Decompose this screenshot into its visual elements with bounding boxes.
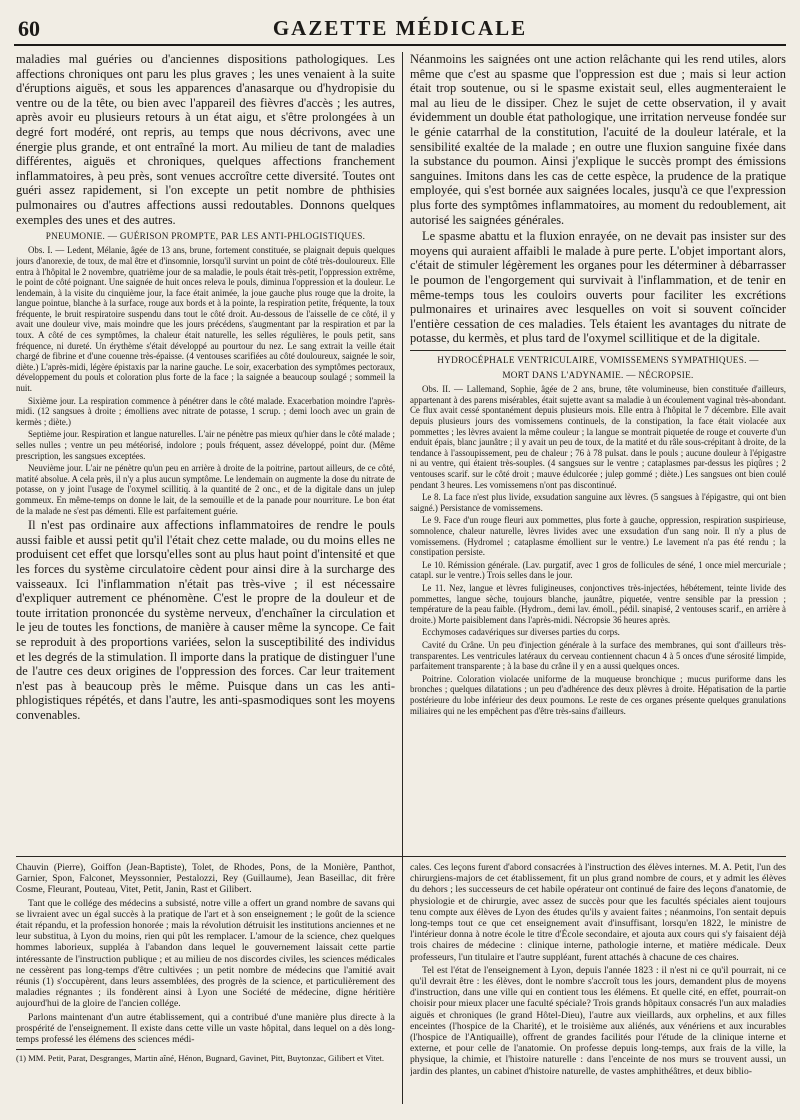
right-column bbox=[410, 52, 786, 854]
obs2-paragraph: Obs. II. — Lallemand, Sophie, âgée de 2 ans, brune, tête volumineuse, bien constituée d'ailleurs, appartenant à des parens misérables, était sujette avant sa maladie à un écoulement vaginal très-abondant. Ce flux avait cessé spontanément depuis plusieurs mois. Elle entra à l'hôpital le 7 décembre. Elle avait depuis plusieurs jours des vomissemens continuels, de la constipation, la face était violacée aux pommettes ; les lèvres avaient la même couleur ; la langue se montrait piquetée de rouge et couverte d'un enduit épais, blanc jaunâtre ; il y avait un peu de toux, de la matité et du râle sous-crépitant à droite, de la tendance à l'assoupissement, peu de chaleur ; 76 à 78 pulsat. dans le pouls ; aucune douleur à l'épigastre ni au ventre, qui étaient très-souples. (4 sangsues sur le ventre ; cataplasmes par-dessus les piqûres ; 2 ventouses scarif. sur le côté droit ; mauve édulcorée ; julep gommé ; diète.) Les sangsues ont bien coulé pendant 3 heures. Les vomissemens n'ont pas discontinué. bbox=[410, 384, 786, 490]
continuation-paragraph: Néanmoins les saignées ont une action relâchante qui les rend utiles, alors même que c'est au spasme que l'oppression est due ; mais si leur action était trop soutenue, ou si le spasme existait seul, elles augmenteraient le mal au lieu de le dissiper. Chez le sujet de cette observation, il y avait évidemment un double état pathologique, une irritation nerveuse fondée sur le génie catarrhal de la constitution, l'acuité de la douleur latérale, et la sensibilité exaltée de la malade ; en outre une fluxion sanguine fixée dans la substance du poumon. Ainsi j'explique le succès prompt des émissions sanguines. Imitons dans les cas de cette espèce, la prudence de la pratique employée, qui s'est bornée aux saignées locales, jusqu'à ce que l'expression plus forte des symptômes inflammatoires, au moment du redoublement, ait autorisé les saignées générales. bbox=[410, 52, 786, 227]
column-divider bbox=[402, 52, 403, 1104]
obs2-paragraph: Le 9. Face d'un rouge fleuri aux pommettes, plus forte à gauche, oppression, respiration suspirieuse, somnolence, chaleur naturelle, lèvres livides avec une exsudation d'un sang noir. Il n'y a plus de vomissemens. (Hydromel ; cataplasme émollient sur le ventre.) Le lavement n'a pas été rendu ; la constipation persiste. bbox=[410, 515, 786, 558]
obs2-paragraph: Ecchymoses cadavériques sur diverses parties du corps. bbox=[422, 627, 620, 638]
obs2-paragraph: Le 8. La face n'est plus livide, exsudation sanguine aux lèvres. (5 sangsues à l'épigastre, qui ont bien saigné.) Persistance de vomissemens. bbox=[410, 492, 786, 513]
page-number: 60 bbox=[18, 16, 40, 41]
section-title-pneumonie: PNEUMONIE. — GUÉRISON PROMPTE, PAR LES ANTI-PHLOGISTIQUES. bbox=[45, 231, 366, 242]
section-title-hydrocephale: HYDROCÉPHALE VENTRICULAIRE, VOMISSEMENS SYMPATHIQUES. — bbox=[437, 354, 759, 365]
section-subtitle-mort: MORT DANS L'ADYNAMIE. — NÉCROPSIE. bbox=[502, 370, 694, 381]
footnote: (1) MM. Petit, Parat, Desgranges, Martin aîné, Hénon, Bugnard, Gavinet, Pitt, Buytonzac, Gilibert et Vitet. bbox=[16, 1053, 385, 1064]
left-column bbox=[16, 52, 395, 854]
names-list: Chauvin (Pierre), Goiffon (Jean-Baptiste), Tolet, de Rhodes, Pons, de la Monière, Panthot, Garnier, Spon, Falconet, Meyssonnier, Pestalozzi, Rey (Guillaume), Jean Baseillac, dit frère Cosme, Fleurant, Pouteau, Vitet, Petit, Janin, Rast et Gilibert. bbox=[16, 862, 395, 896]
history-paragraph: cales. Ces leçons furent d'abord consacrées à l'instruction des élèves internes. M. A. Petit, l'un des chirurgiens-majors de cet établissement, fit un plus grand nombre de cours, et y admit les élèves du dehors ; les successeurs de cet habile opérateur ont continué de faire des leçons d'anatomie, de physiologie et de chirurgie, avec assez de succès pour que les facultés spéciales aient toujours tenu compte aux élèves de Lyon des études qu'ils y avaient faites ; néanmoins, l'on sentait depuis long-temps tout ce que cet enseignement avait d'insuffisant, lorsqu'en 1822, le ministre de l'intérieur donna à notre école le titre d'École secondaire, et ajouta aux cours qui s'y faisaient déjà trois chaires de médecine : clinique interne, pathologie interne, et matière médicale. Deux professeurs, l'un titulaire et l'autre suppléant, furent attachés à chacune de ces chaires. bbox=[410, 862, 786, 963]
footnote-rule bbox=[16, 1049, 136, 1050]
history-paragraph: Parlons maintenant d'un autre établissement, qui a contribué d'une manière plus directe à la prospérité de l'enseignement. Il existe dans cette ville un vaste hôpital, dans lequel on a dès long-temps professé les élémens des sciences médi- bbox=[16, 1011, 395, 1046]
obs1-paragraph: Obs. I. — Ledent, Mélanie, âgée de 13 ans, brune, fortement constituée, se plaignait depuis quelques jours d'anorexie, de toux, de mal être et d'insomnie, lorsqu'il survint un point de côté très-douloureux. Elle entra à l'hôpital le 2 novembre, quatrième jour de sa maladie, le pouls était très-petit, l'oppression extrême, le point de côté poignant. Une saignée de huit onces releva le pouls, diminua l'oppression et la douleur. Le lendemain, à la visite du cinquième jour, la face était animée, la joue gauche plus rouge que la droite, la langue pointue, blanche à la surface, rouge aux bords et à la pointe, la respiration petite, fréquente, la toux fréquente, le bruit respiratoire suspendu dans tout le côté droit. Au-dessous de l'aisselle de ce côté, il y avait une douleur vive, mais moindre que les jours précédens, s'augmentant par la respiration et par la toux. A côté de ces symptômes, la chaleur était naturelle, les selles régulières, le pouls petit, sans fréquence, ni dureté. Un érythème s'était développé au pourtour du nez. Le sang extrait la veille était chargé de fibrine et d'une couenne très-épaisse. (4 ventouses scarifiées au côté douloureux, saignée le soir, diète.) L'après-midi, légère épistaxis par la narine gauche. Le soir, exacerbation des symptômes pectoraux, développement du pouls et coloration plus forte de la face ; la saignée a beaucoup soulagé ; sommeil la nuit. bbox=[16, 245, 395, 394]
obs2-paragraph: Cavité du Crâne. Un peu d'injection générale à la surface des membranes, qui sont d'ailleurs très-transparentes. Les ventricules latéraux du cerveau contiennent chacun 4 à 5 onces d'une sérosité limpide, parfaitement transparente ; à la base du crâne il y en a aussi quelques onces. bbox=[410, 639, 786, 672]
obs1-paragraph: Septième jour. Respiration et langue naturelles. L'air ne pénètre pas mieux qu'hier dans le côté malade ; selles nulles ; ventre un peu météorisé, indolore ; pouls fréquent, assez développé, point dur. (Même prescription, les sangsues exceptées. bbox=[16, 429, 395, 461]
continuation-paragraph: Le spasme abattu et la fluxion enrayée, on ne devait pas insister sur des moyens qui auraient affaibli le malade à pure perte. L'objet important alors, c'était de stimuler légèrement les organes pour les déterminer à débarrasser le poumon de l'engorgement qui survivait à l'inflammation, et de tenir en même-temps tous les couloirs ouverts pour faciliter les excrétions pulmonaires et urinaires avec lesquelles on voit si souvent coïncider l'entière cessation de ces maladies. Tels étaient les avantages du nitrate de potasse, du kermès, et plus tard de l'oxymel scillitique et de la digitale. bbox=[410, 229, 786, 346]
obs1-paragraph: Sixième jour. La respiration commence à pénétrer dans le côté malade. Exacerbation moindre l'après-midi. (12 sangsues à droite ; émolliens avec nitrate de potasse, 1 scrup. ; demi looch avec un grain de kermès ; diète.) bbox=[16, 395, 395, 427]
history-paragraph: Tel est l'état de l'enseignement à Lyon, depuis l'année 1823 : il n'est ni ce qu'il pourrait, ni ce qu'il devrait être : les élèves, dont le nombre s'accroît tous les jours, demandent plus de moyens d'instruction, dans une ville qui en contient tous les élémens. Et quelle cité, en effet, pourrait-on choisir pour mieux placer une faculté spéciale? Trois grands hôpitaux consacrés l'un aux maladies aiguës et chroniques (le grand Hôtel-Dieu), l'autre aux vieillards, aux orphelins, et aux filles enceintes (l'hospice de la Charité), et le troisième aux aliénés, aux vénériens et aux incurables (l'hospice de l'Antiquaille), offrent de grandes facilités pour l'étude de la clinique interne et externe, et pour celle de l'anatomie. On professe depuis long-temps, aux frais de la ville, la physique, la chimie, et l'histoire naturelle : dans l'enceinte de nos murs se trouvent aussi, un jardin des plantes, un cabinet d'histoire naturelle, de vastes amphithéâtres, et deux biblio- bbox=[410, 964, 786, 1077]
obs1-paragraph: Neuvième jour. L'air ne pénètre qu'un peu en arrière à droite de la poitrine, partout ailleurs, de ce côté, matité absolue. A cela près, il n'y a plus aucun symptôme. Le lendemain on augmente la dose du nitrate de potasse, on y joint l'usage de l'oxymel scillitiq. à la quantité de 2 onc., et de la digitale dans un julep gommeux. En même-temps on donne le lait, de la semouille et de la panade pour nourriture. Le bon état de la malade ne s'est pas démenti. Elle est parfaitement guérie. bbox=[16, 463, 395, 516]
obs2-paragraph: Le 11. Nez, langue et lèvres fuligineuses, conjonctives très-injectées, hébétement, teinte livide des pommettes, langue sèche, toujours blanche, jaunâtre, piquetée, ventre sensible par la pression ; température de la peau faible. (Hydrom., demi lav. émoll., pédil. sinapisé, 2 ventouses scarif., en arrière à droite.) Morte paisiblement dans l'après-midi. Nécropsie 36 heures après. bbox=[410, 582, 786, 625]
section-rule bbox=[410, 350, 786, 351]
page-header bbox=[14, 14, 786, 46]
obs2-paragraph: Poitrine. Coloration violacée uniforme de la muqueuse bronchique ; mucus puriforme dans les bronches ; quelques dilatations ; un peu d'adhérence des deux plèvres à droite. Hépatisation de la partie postérieure du lobe inférieur des deux poumons. Le reste de ces organes présente quelques granulations miliaires qui ne les empêchent pas d'être très-sains d'ailleurs. bbox=[410, 673, 786, 716]
discussion-paragraph: Il n'est pas ordinaire aux affections inflammatoires de rendre le pouls aussi faible et aussi petit qu'il l'était chez cette malade, ou du moins elles ne produisent cet effet que lorsqu'elles sont au plus haut point d'intensité et que les forces du système circulatoire cèdent pour ainsi dire à la surcharge des vaisseaux. Ici l'inflammation n'était pas très-vive ; il est nécessaire d'expliquer autrement ce phénomène. C'est le propre de la douleur et de toute irritation prononcée du système nerveux, d'enchaîner la circulation et le jeu de toutes les fonctions, de manière à causer même la syncope. Ce fait se reproduit à des proportions variées, selon la susceptibilité des individus et les degrés de la stimulation. Il importe dans la pratique de distinguer l'une de l'autre ces deux origines de l'oppression des forces. Car leur traitement n'est pas à beaucoup près le même. Puisque dans un cas les anti-phlogistiques répétés, et dans l'autre, les anti-spasmodiques sont les moyens convenables. bbox=[16, 518, 395, 722]
history-paragraph: Tant que le collége des médecins a subsisté, notre ville a offert un grand nombre de savans qui se livraient avec un égal succès à la pratique de l'art et à son enseignement ; le goût de la science était répandu, et la profession honorée ; mais la révolution détruisit les institutions anciennes et ne leur substitua, à Lyon du moins, rien qui pût les remplacer. L'amour de la science, chez quelques hommes laborieux, suppléa à l'abandon dans lequel le gouvernement laissait cette partie intéressante de l'instruction publique ; et au milieu de nos discordes civiles, les sciences médicales ne cessèrent pas long-temps d'être cultivées ; un petit nombre de médecins que l'amitié avait réunis (1) s'occupèrent, dans leurs assemblées, des progrès de la science, et particulièrement des maladies régnantes ; ils fondèrent ainsi à Lyon une Société de médecine, digne héritière aujourd'hui de la gloire de l'ancien collége. bbox=[16, 897, 395, 1010]
obs2-paragraph: Le 10. Rémission générale. (Lav. purgatif, avec 1 gros de follicules de séné, 1 once miel mercuriale ; catapl. sur le ventre.) Trois selles dans le jour. bbox=[410, 559, 786, 581]
section-divider bbox=[16, 856, 786, 857]
journal-title: GAZETTE MÉDICALE bbox=[272, 16, 528, 40]
bottom-right-column bbox=[410, 862, 786, 1110]
intro-paragraph: maladies mal guéries ou d'anciennes dispositions pathologiques. Les affections chroniques ont paru les plus graves ; les unes venaient à la suite d'éruptions aiguës, et sous les apparences d'anasarque ou d'hydropisie du ventre ou de la tête, ou bien avec l'appareil des fièvres d'accès ; les autres, après avoir eu plusieurs retours à un état aigu, et s'être prolongées à un degré fort modéré, ont repris, au temps que nous décrivons, avec une énergie plus grande, et ont entraîné la mort. Au milieu de tant de maladies différentes, aiguës et chroniques, quelques affections franchement inflammatoires, à peu près, sont venues accroître cette diversité. Toutes ont guéri assez rapidement, si l'on excepte un petit nombre de phthisies pulmonaires ou d'autres affections aussi redoutables. Donnons quelques exemples des unes et des autres. bbox=[16, 52, 395, 227]
bottom-left-column bbox=[16, 862, 395, 1110]
